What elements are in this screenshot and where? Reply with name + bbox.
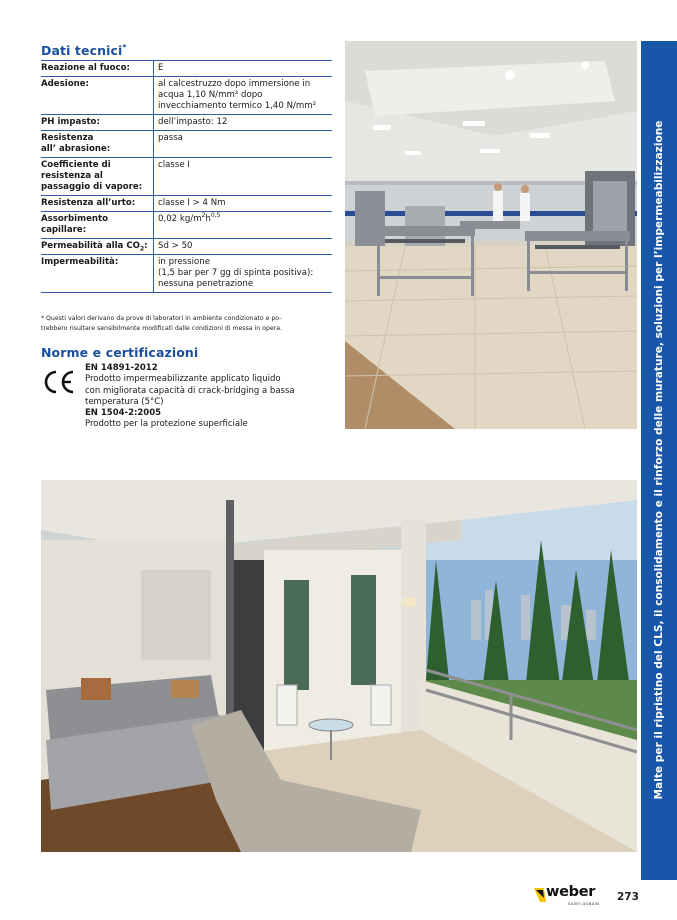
table-row [41, 115, 332, 131]
ce-mark-icon [41, 368, 77, 396]
kitchen-photo [345, 41, 637, 429]
table-row [41, 131, 332, 158]
table-row [41, 212, 332, 239]
table-row [41, 255, 332, 293]
page-number: 273 [617, 891, 639, 903]
row-label: Impermeabilità: [41, 255, 154, 293]
brand-sub: SAINT-GOBAIN [568, 901, 600, 906]
table-row [41, 77, 332, 115]
table-row [41, 61, 332, 77]
norm-description: Prodotto impermeabilizzante applicato liquido [85, 374, 281, 385]
row-label: Assorbimento capillare: [41, 212, 154, 239]
row-label: Resistenza all’urto: [41, 196, 154, 212]
row-value: in pressione (1,5 bar per 7 gg di spinta positiva): nessuna penetrazione [154, 255, 333, 293]
norm-description: Prodotto per la protezione superficiale [85, 419, 248, 430]
brand-name: weber [546, 884, 596, 900]
row-value: classe I > 4 Nm [154, 196, 333, 212]
side-band-text: Malte per il ripristino del CLS, il consolidamento e il rinforzo delle murature, soluzioni per l’impermeabilizzazione [653, 120, 665, 800]
norms-title: Norme e certificazioni [41, 345, 199, 360]
row-label: Coefficiente di resistenza al passaggio di vapore: [41, 158, 154, 196]
row-label: Permeabilità alla $CO_2$: [41, 239, 154, 255]
norm-description: temperatura (5°C) [85, 396, 164, 407]
row-label: Adesione: [41, 77, 154, 115]
table-row [41, 196, 332, 212]
row-value: E [154, 61, 333, 77]
row-value: passa [154, 131, 333, 158]
norm-code: EN 1504-2:2005 [85, 408, 162, 419]
row-value: Sd > 50 [154, 239, 333, 255]
technical-data-title: Dati tecnici* [41, 43, 127, 59]
row-value: dell’impasto: 12 [154, 115, 333, 131]
row-label: Resistenza all’ abrasione: [41, 131, 154, 158]
balcony-photo [41, 480, 637, 852]
norm-code: EN 14891-2012 [85, 363, 158, 373]
norms-list [85, 363, 335, 431]
row-value: classe I [154, 158, 333, 196]
row-value: 0,02 $kg/m^2h^{0,5}$ [154, 212, 333, 239]
technical-footnote: * Questi valori derivano da prove di laboratori in ambiente condizionato e po- trebbero risultare sensibilmente modificati dalle condizioni di messa in opera. [41, 315, 282, 332]
norm-description: con migliorata capacità di crack-bridging a bassa [85, 385, 295, 396]
row-label: PH impasto: [41, 115, 154, 131]
table-row [41, 158, 332, 196]
technical-data-table [41, 60, 332, 293]
row-value: al calcestruzzo dopo immersione in acqua 1,10 N/mm² dopo invecchiamento termico 1,40 N/mm² [154, 77, 333, 115]
table-row [41, 239, 332, 255]
row-label: Reazione al fuoco: [41, 61, 154, 77]
